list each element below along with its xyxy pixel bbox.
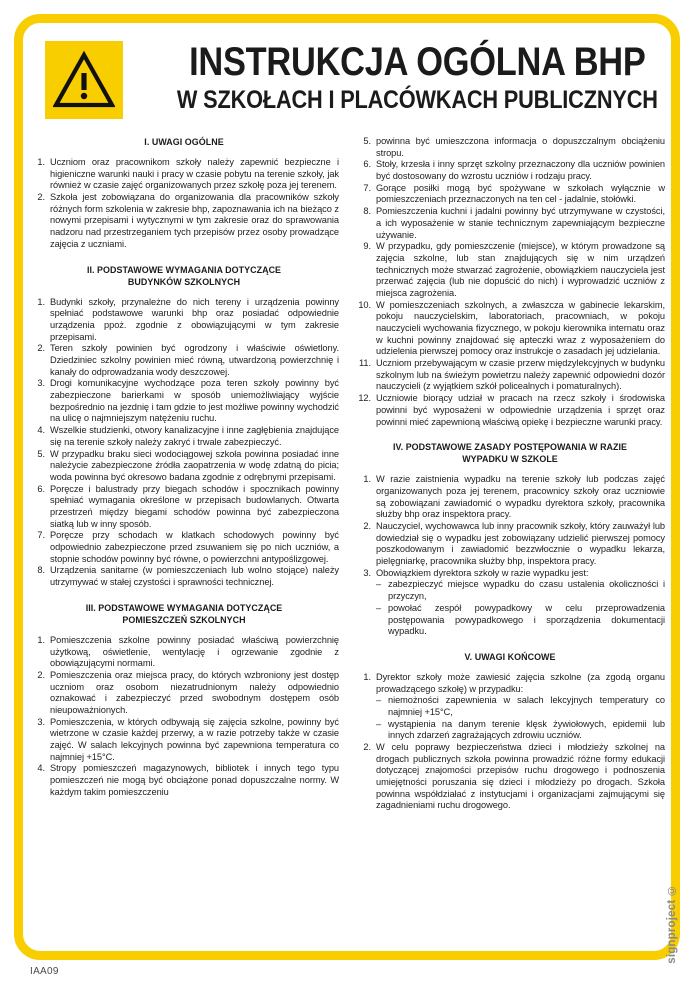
list-item: Uczniom oraz pracownikom szkoły należy zapewnić bezpieczne i higieniczne warunki nauki i pracy w czasie pobytu na terenie szkoły, jak również w czasie zajęć organizowanych przez szkołę poza jej terenem.: [50, 157, 339, 191]
list-item: Gorące posiłki mogą być spożywane w szkołach wyłącznie w pomieszczeniach przeznaczonych na ten cel - jadalnie, stołówki.: [376, 182, 665, 205]
list-item: Pomieszczenia, w których odbywają się zajęcia szkolne, powinny być wietrzone w czasie każdej przerwy, a w razie potrzeby także w czasie zajęć. W salach lekcyjnych powinna być zapewniona temperatura co najmniej +15°C.: [50, 716, 339, 762]
signproject-watermark: signproject ©: [666, 884, 678, 964]
sub-list-item: – zabezpieczyć miejsce wypadku do czasu ustalenia okoliczności i przyczyn,: [376, 579, 665, 602]
section-5-list: [355, 672, 665, 695]
list-item: Uczniowie biorący udział w pracach na rzecz szkoły i środowiska powinni być wyposażeni w odpowiednie urządzenia i sprzęt oraz powinni mieć zapewnioną właściwą opiekę i bezpieczne warunki pracy.: [376, 393, 665, 427]
list-item: W przypadku, gdy pomieszczenie (miejsce), w którym prowadzone są zajęcia szkolne, lub stan znajdujących się w nim urządzeń technicznych może stwarzać zagrożenie, obowiązkiem nauczyciela jest przerwać zajęcia (lub nie dopuścić do nich) i wyprowadzić uczniów z miejsca zagrożenia.: [376, 241, 665, 298]
section-heading-2-line1: II. PODSTAWOWE WYMAGANIA DOTYCZĄCE: [86, 263, 282, 275]
list-item: Nauczyciel, wychowawca lub inny pracownik szkoły, który zauważył lub dowiedział się o wypadku jest zobowiązany udzielić pierwszej pomocy poszkodowanym i zawiadomić bezzwłocznie o wypadku lekarza, pielęgniarkę, pracownika służby bhp, inspektora pracy.: [376, 521, 665, 567]
list-item: Szkoła jest zobowiązana do organizowania dla pracowników szkoły różnych form szkolenia w zakresie bhp, zapoznawania ich na bieżąco z nowymi przepisami i wytycznymi w tym zakresie oraz do sprawowania nadzoru nad przestrzeganiem tych przepisów przez osoby prowadzące zajęcia z uczniami.: [50, 192, 339, 249]
sub-list-item: – powołać zespół powypadkowy w celu przeprowadzenia postępowania powypadkowego i sporządzenia dokumentacji wypadku.: [376, 603, 665, 638]
section-5-sublist: [376, 695, 665, 742]
list-item: Drogi komunikacyjne wychodzące poza teren szkoły powinny być zabezpieczone barierkami w sposób uniemożliwiający wyjście bezpośrednio na jezdnię i tam gdzie to jest możliwe powinny wychodzić na ulicę o najmniejszym natężeniu ruchu.: [50, 378, 339, 424]
page-subtitle: W SZKOŁACH I PLACÓWKACH PUBLICZNYCH: [176, 85, 658, 114]
list-item: Uczniom przebywającym w czasie przerw międzylekcyjnych w budynku szkolnym lub na świeżym powietrzu należy zapewnić odpowiedni dozór nauczycieli (z wyjątkiem szkół policealnych i pomaturalnych).: [376, 358, 665, 392]
list-item: Wszelkie studzienki, otwory kanalizacyjne i inne zagłębienia znajdujące się na terenie szkoły należy zakryć i trwale zabezpieczyć.: [50, 425, 339, 447]
section-heading-2-line2: BUDYNKÓW SZKOLNYCH: [127, 275, 241, 287]
section-4-list: [355, 474, 665, 579]
section-3-list-part1: [29, 635, 339, 799]
section-heading-4-line2: WYPADKU W SZKOLE: [462, 453, 558, 465]
section-heading-4-line1: IV. PODSTAWOWE ZASADY POSTĘPOWANIA W RAZIE: [392, 441, 628, 453]
section-4-sublist: [376, 579, 665, 637]
section-5-list-continued: [355, 742, 665, 812]
section-heading-1: I. UWAGI OGÓLNE: [144, 136, 224, 147]
section-3-list-continuation: [355, 136, 665, 428]
section-1-list: [29, 157, 339, 251]
section-heading-4: [363, 441, 658, 465]
section-heading-5: V. UWAGI KOŃCOWE: [464, 650, 556, 662]
list-item: Urządzenia sanitarne (w pomieszczeniach lub wolno stojące) należy utrzymywać w stałej czystości i sprawności technicznej.: [50, 565, 339, 588]
section-heading-3-line2: POMIESZCZEŃ SZKOLNYCH: [122, 613, 246, 625]
list-item: Pomieszczenia oraz miejsca pracy, do których wzbroniony jest dostęp uczniom oraz osobom niezatrudnionym należy odpowiednio oznakować i zabezpieczyć przed swobodnym dostępem osób nieupoważnionych.: [50, 669, 339, 715]
list-item: W pomieszczeniach szkolnych, a zwłaszcza w gabinecie lekarskim, pokoju nauczycielskim, laboratoriach, pracowniach, w pokoju nauczycieli wychowania fizycznego, w pokoju kierownika internatu oraz w kuchni powinny znajdować się apteczki wraz z wyposażeniem do udzielenia pierwszej pomocy oraz instrukcje o zasadach jej udzielania.: [376, 299, 665, 357]
section-heading-3-line1: III. PODSTAWOWE WYMAGANIA DOTYCZĄCE: [85, 601, 283, 613]
sub-list-item: – niemożności zapewnienia w salach lekcyjnych temperatury co najmniej +15°C,: [376, 695, 665, 718]
list-item: Poręcze przy schodach w klatkach schodowych powinny być odpowiednio zabezpieczone przed zsuwaniem się po nich uczniów, a stopnie schodów powinny być równe, o powierzchni antypoślizgowej.: [50, 530, 339, 564]
section-heading-3: [37, 602, 332, 626]
list-item: Obowiązkiem dyrektora szkoły w razie wypadku jest:: [376, 567, 589, 578]
list-item: Stoły, krzesła i inny sprzęt szkolny przeznaczony dla uczniów powinien być dostosowany do wzrostu uczniów i rodzaju pracy.: [376, 159, 665, 182]
list-item: W razie zaistnienia wypadku na terenie szkoły lub podczas zajęć organizowanych poza jej terenem, pracownicy szkoły oraz uczniowie są zobowiązani zawiadomić o wypadku dyrektora szkoły, pracownika służby bhp oraz inspektora pracy.: [376, 474, 665, 520]
sub-list-item: – wystąpienia na danym terenie klęsk żywiołowych, epidemii lub innych zdarzeń zagrażających zdrowiu uczniów.: [376, 719, 665, 742]
section-heading-2: [37, 264, 332, 288]
right-column: [355, 136, 665, 948]
section-2-list: [29, 297, 339, 589]
list-item: W przypadku braku sieci wodociągowej szkoła powinna posiadać inne należycie zabezpieczone źródła zaopatrzenia w wodę zdatną do picia; woda powinna być okresowo badana zgodnie z odrębnymi przepisami.: [50, 448, 339, 482]
left-column: [29, 136, 339, 948]
list-item: Budynki szkoły, przynależne do nich tereny i urządzenia powinny spełniać podstawowe warunki bhp oraz posiadać odpowiednie urządzenia ppoż. zgodnie z obowiązującymi w tym zakresie przepisami.: [50, 296, 339, 342]
list-item: Poręcze i balustrady przy biegach schodów i spocznikach powinny spełniać wymagania określone w przepisach budowlanych. Otwarta przestrzeń między biegami schodów powinna być zabezpieczona siatką lub w inny sposób.: [50, 483, 339, 529]
list-item: Stropy pomieszczeń magazynowych, bibliotek i innych tego typu pomieszczeń nie mogą być obciążone ponad dopuszczalne normy. W każdym takim pomieszczeniu: [50, 763, 339, 797]
list-item: W celu poprawy bezpieczeństwa dzieci i młodzieży szkolnej na drogach publicznych szkoła powinna prowadzić różne formy edukacji dotyczącej znajomości przepisów ruchu drogowego i podnoszenia umiejętności poruszania się dzieci i młodzieży po drogach. Szkoła powinna współdziałać z instytucjami i organizacjami zajmującymi się zagadnieniami ruchu drogowego.: [376, 742, 665, 811]
list-item: Dyrektor szkoły może zawiesić zajęcia szkolne (za zgodą organu prowadzącego szkołę) w przypadku:: [376, 671, 665, 694]
list-item: Pomieszczenia szkolne powinny posiadać właściwą powierzchnię użytkową, oświetlenie, wentylację i ogrzewanie zgodnie z obowiązującymi normami.: [50, 634, 339, 669]
list-item: Pomieszczenia kuchni i jadalni powinny być utrzymywane w czystości, a ich wyposażenie w stanie technicznym zapewniającym bezpieczne używanie.: [376, 206, 665, 240]
list-item-continuation: [355, 136, 665, 159]
page-title: INSTRUKCJA OGÓLNA BHP: [189, 39, 646, 84]
body-columns: [29, 136, 665, 948]
document-code: IAA09: [30, 966, 59, 977]
list-item: Teren szkoły powinien być ogrodzony i właściwie oświetlony. Dziedziniec szkolny powinien mieć równą, utwardzoną powierzchnię i kanały do odprowadzania wody deszczowej.: [50, 343, 339, 377]
warning-triangle-icon: [45, 41, 123, 119]
poster-header: [23, 30, 671, 130]
list-item-continuation-text: powinna być umieszczona informacja o dopuszczalnym obciążeniu stropu.: [376, 136, 665, 158]
title-block: [141, 39, 694, 115]
